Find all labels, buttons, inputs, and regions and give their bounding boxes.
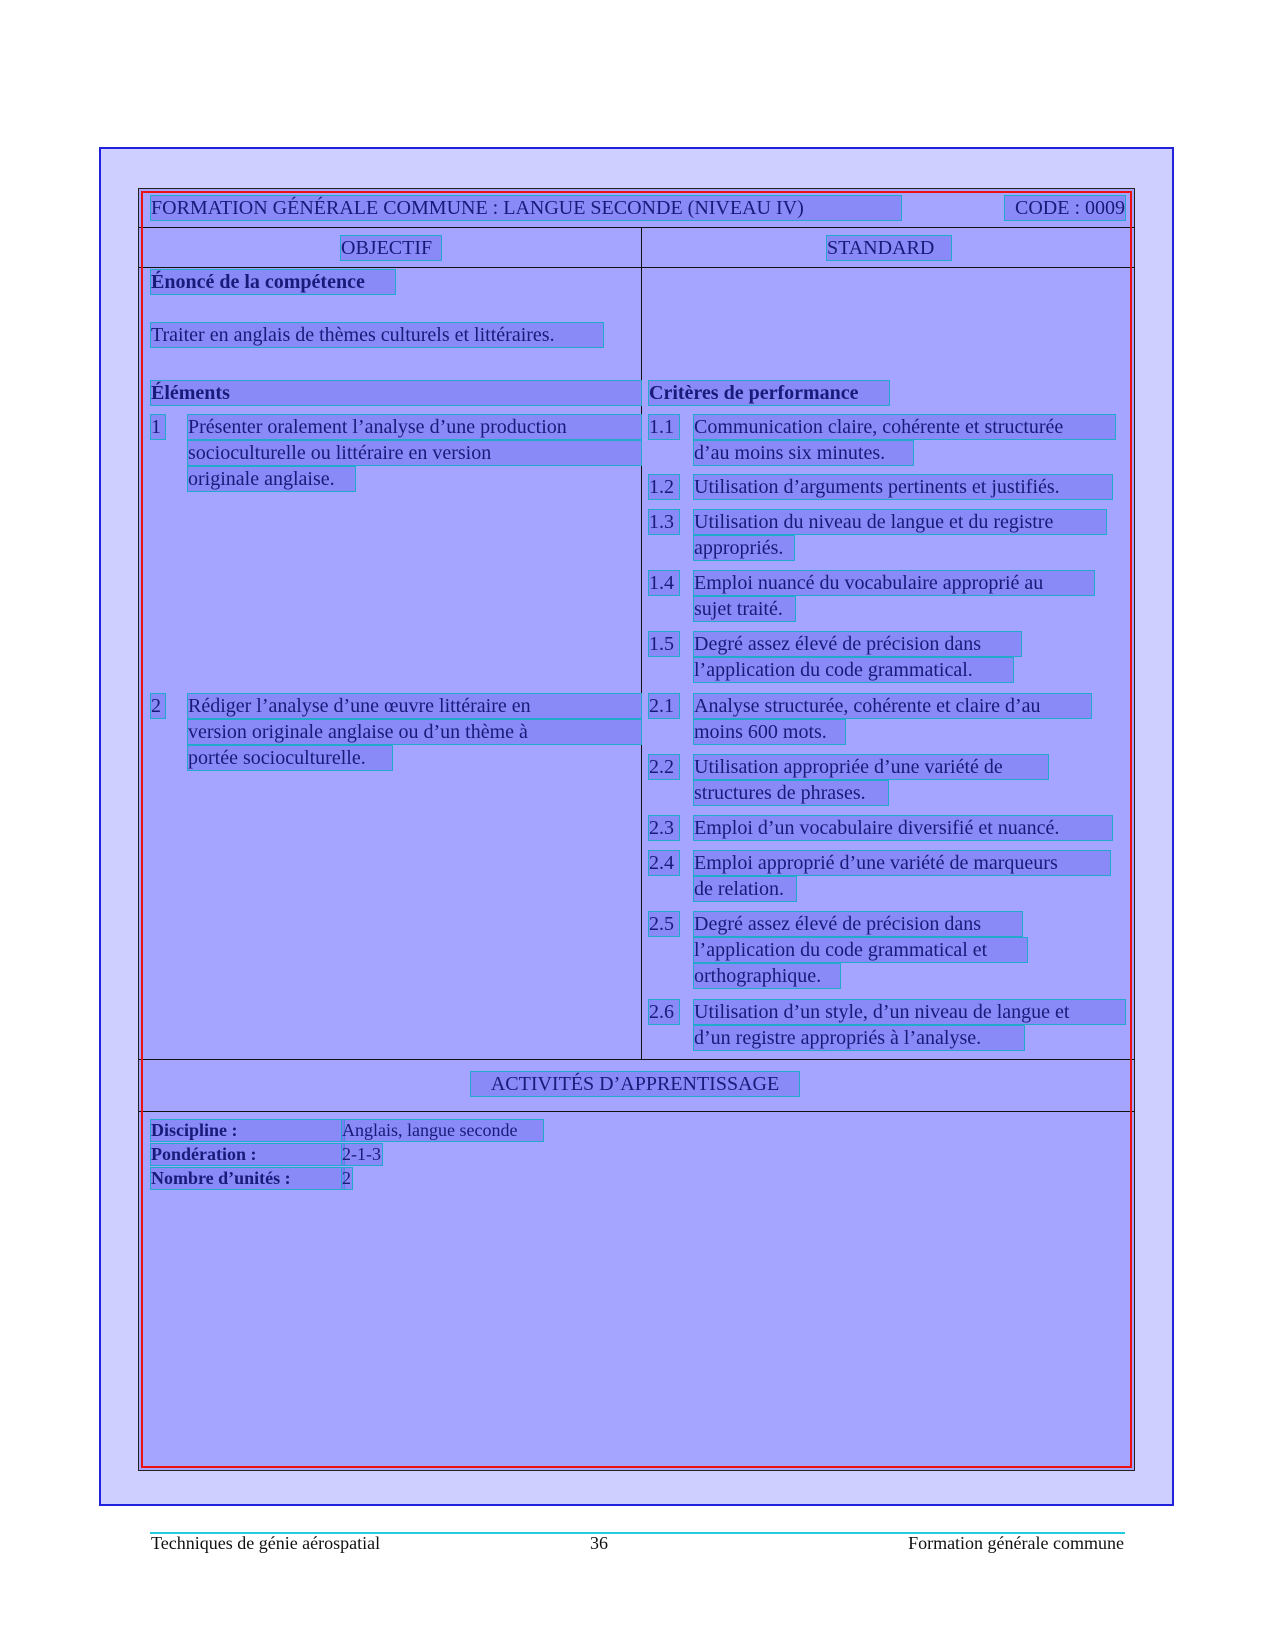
activites-top-divider [139, 1059, 1135, 1060]
criterion-line: sujet traité. [694, 597, 795, 621]
criterion-number: 2.2 [649, 755, 679, 779]
criterion-line: Emploi approprié d’une variété de marqueurs [694, 851, 1110, 875]
unites-label: Nombre d’unités : [151, 1168, 344, 1189]
element-number: 1 [151, 415, 165, 439]
element-line: portée socioculturelle. [188, 746, 392, 770]
column-divider [641, 228, 642, 1059]
criterion-line: moins 600 mots. [694, 720, 845, 744]
criterion-line: structures de phrases. [694, 781, 888, 805]
activites-bottom-divider [139, 1111, 1135, 1112]
criterion-line: Utilisation appropriée d’une variété de [694, 755, 1048, 779]
criterion-number: 1.4 [649, 571, 679, 595]
competency-code: CODE : 0009 [1005, 196, 1125, 220]
page-number: 36 [590, 1533, 608, 1553]
criterion-line: Communication claire, cohérente et structurée [694, 415, 1115, 439]
table-title: FORMATION GÉNÉRALE COMMUNE : LANGUE SECONDE (NIVEAU IV) [151, 196, 901, 220]
enonce-text: Traiter en anglais de thèmes culturels et littéraires. [151, 323, 603, 347]
criterion-number: 2.5 [649, 912, 679, 936]
activites-heading: ACTIVITÉS D’APPRENTISSAGE [471, 1072, 799, 1096]
criterion-line: Analyse structurée, cohérente et claire d’au [694, 694, 1091, 718]
criteres-heading: Critères de performance [649, 381, 889, 405]
footer-section: Formation générale commune [908, 1533, 1124, 1553]
criterion-number: 1.1 [649, 415, 679, 439]
column-standard: STANDARD [827, 236, 951, 260]
criterion-line: Utilisation d’arguments pertinents et justifiés. [694, 475, 1112, 499]
column-header-divider [139, 267, 1135, 268]
criterion-line: l’application du code grammatical. [694, 658, 1013, 682]
footer-program: Techniques de génie aérospatial [151, 1533, 381, 1553]
criterion-line: de relation. [694, 877, 796, 901]
ponderation-value: 2-1-3 [342, 1144, 381, 1164]
enonce-heading: Énoncé de la compétence [151, 270, 395, 294]
criterion-line: d’un registre appropriés à l’analyse. [694, 1026, 1024, 1050]
element-line: version originale anglaise ou d’un thème à [188, 720, 641, 744]
element-number: 2 [151, 694, 165, 718]
criterion-line: Utilisation d’un style, d’un niveau de langue et [694, 1000, 1125, 1024]
criterion-line: orthographique. [694, 964, 840, 988]
discipline-label: Discipline : [151, 1120, 344, 1141]
criterion-number: 2.4 [649, 851, 679, 875]
unites-value: 2 [342, 1168, 351, 1188]
criterion-number: 2.1 [649, 694, 679, 718]
criterion-line: Emploi nuancé du vocabulaire approprié au [694, 571, 1094, 595]
element-line: originale anglaise. [188, 467, 355, 491]
criterion-number: 2.6 [649, 1000, 679, 1024]
element-line: Présenter oralement l’analyse d’une production [188, 415, 641, 439]
elements-heading: Éléments [151, 381, 641, 405]
criterion-line: Emploi d’un vocabulaire diversifié et nuancé. [694, 816, 1112, 840]
element-line: socioculturelle ou littéraire en version [188, 441, 641, 465]
header-divider [139, 227, 1135, 228]
criterion-number: 1.2 [649, 475, 679, 499]
criterion-line: d’au moins six minutes. [694, 441, 913, 465]
element-line: Rédiger l’analyse d’une œuvre littéraire en [188, 694, 641, 718]
ponderation-label: Pondération : [151, 1144, 344, 1165]
criterion-number: 1.5 [649, 632, 679, 656]
criterion-line: appropriés. [694, 536, 794, 560]
column-objectif: OBJECTIF [341, 236, 441, 260]
criterion-number: 2.3 [649, 816, 679, 840]
discipline-value: Anglais, langue seconde [342, 1120, 543, 1141]
criterion-line: Degré assez élevé de précision dans [694, 912, 1022, 936]
criterion-number: 1.3 [649, 510, 679, 534]
criterion-line: Degré assez élevé de précision dans [694, 632, 1021, 656]
criterion-line: Utilisation du niveau de langue et du registre [694, 510, 1106, 534]
criterion-line: l’application du code grammatical et [694, 938, 1027, 962]
